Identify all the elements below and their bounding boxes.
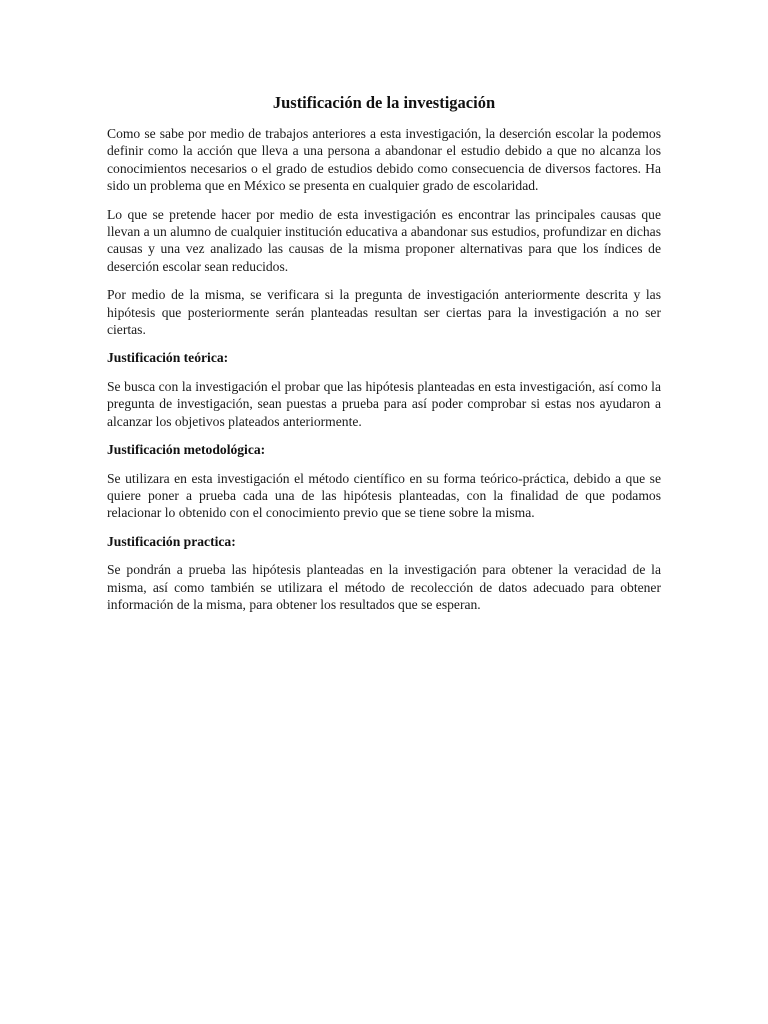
section-body-teorica: Se busca con la investigación el probar que las hipótesis planteadas en esta investigación, así como la pregunta de investigación, sean puestas a prueba para así poder comprobar si estas nos ayudaron a alcanzar los objetivos plateados anteriormente. (107, 378, 661, 429)
section-body-practica: Se pondrán a prueba las hipótesis planteadas en la investigación para obtener la veracidad de la misma, así como también se utilizara el método de recolección de datos adecuado para obtener información de la misma, para obtener los resultados que se esperan. (107, 562, 661, 612)
section-heading-practica: Justificación practica: (107, 533, 236, 549)
document-body (107, 93, 661, 624)
intro-paragraph-3: Por medio de la misma, se verificara si la pregunta de investigación anteriormente descrita y las hipótesis que posteriormente serán planteadas resultan ser ciertas para la investigación a no ser ciertas. (107, 287, 661, 338)
section-heading-teorica: Justificación teórica: (107, 350, 229, 366)
section-body-metodologica: Se utilizara en esta investigación el método científico en su forma teórico-práctica, debido a que se quiere poner a prueba cada una de las hipótesis planteadas, con la finalidad de que podamos relacionar lo obtenido con el conocimiento previo que se tiene sobre la misma. (107, 470, 661, 521)
section-heading-metodologica: Justificación metodológica: (107, 442, 266, 458)
intro-paragraph-1: Como se sabe por medio de trabajos anteriores a esta investigación, la deserción escolar la podemos definir como la acción que lleva a una persona a abandonar el estudio debido a que no alcanza los conocimientos necesarios o el grado de estudios debido como consecuencia de diversos factores. Ha sido un problema que en México se presenta en cualquier grado de escolaridad. (107, 126, 661, 194)
document-title: Justificación de la investigación (272, 93, 496, 112)
intro-paragraph-2: Lo que se pretende hacer por medio de esta investigación es encontrar las principales causas que llevan a un alumno de cualquier institución educativa a abandonar sus estudios, profundizar en dichas causas y una vez analizado las causas de la misma proponer alternativas para que los índices de deserción escolar sean reducidos. (107, 206, 661, 274)
